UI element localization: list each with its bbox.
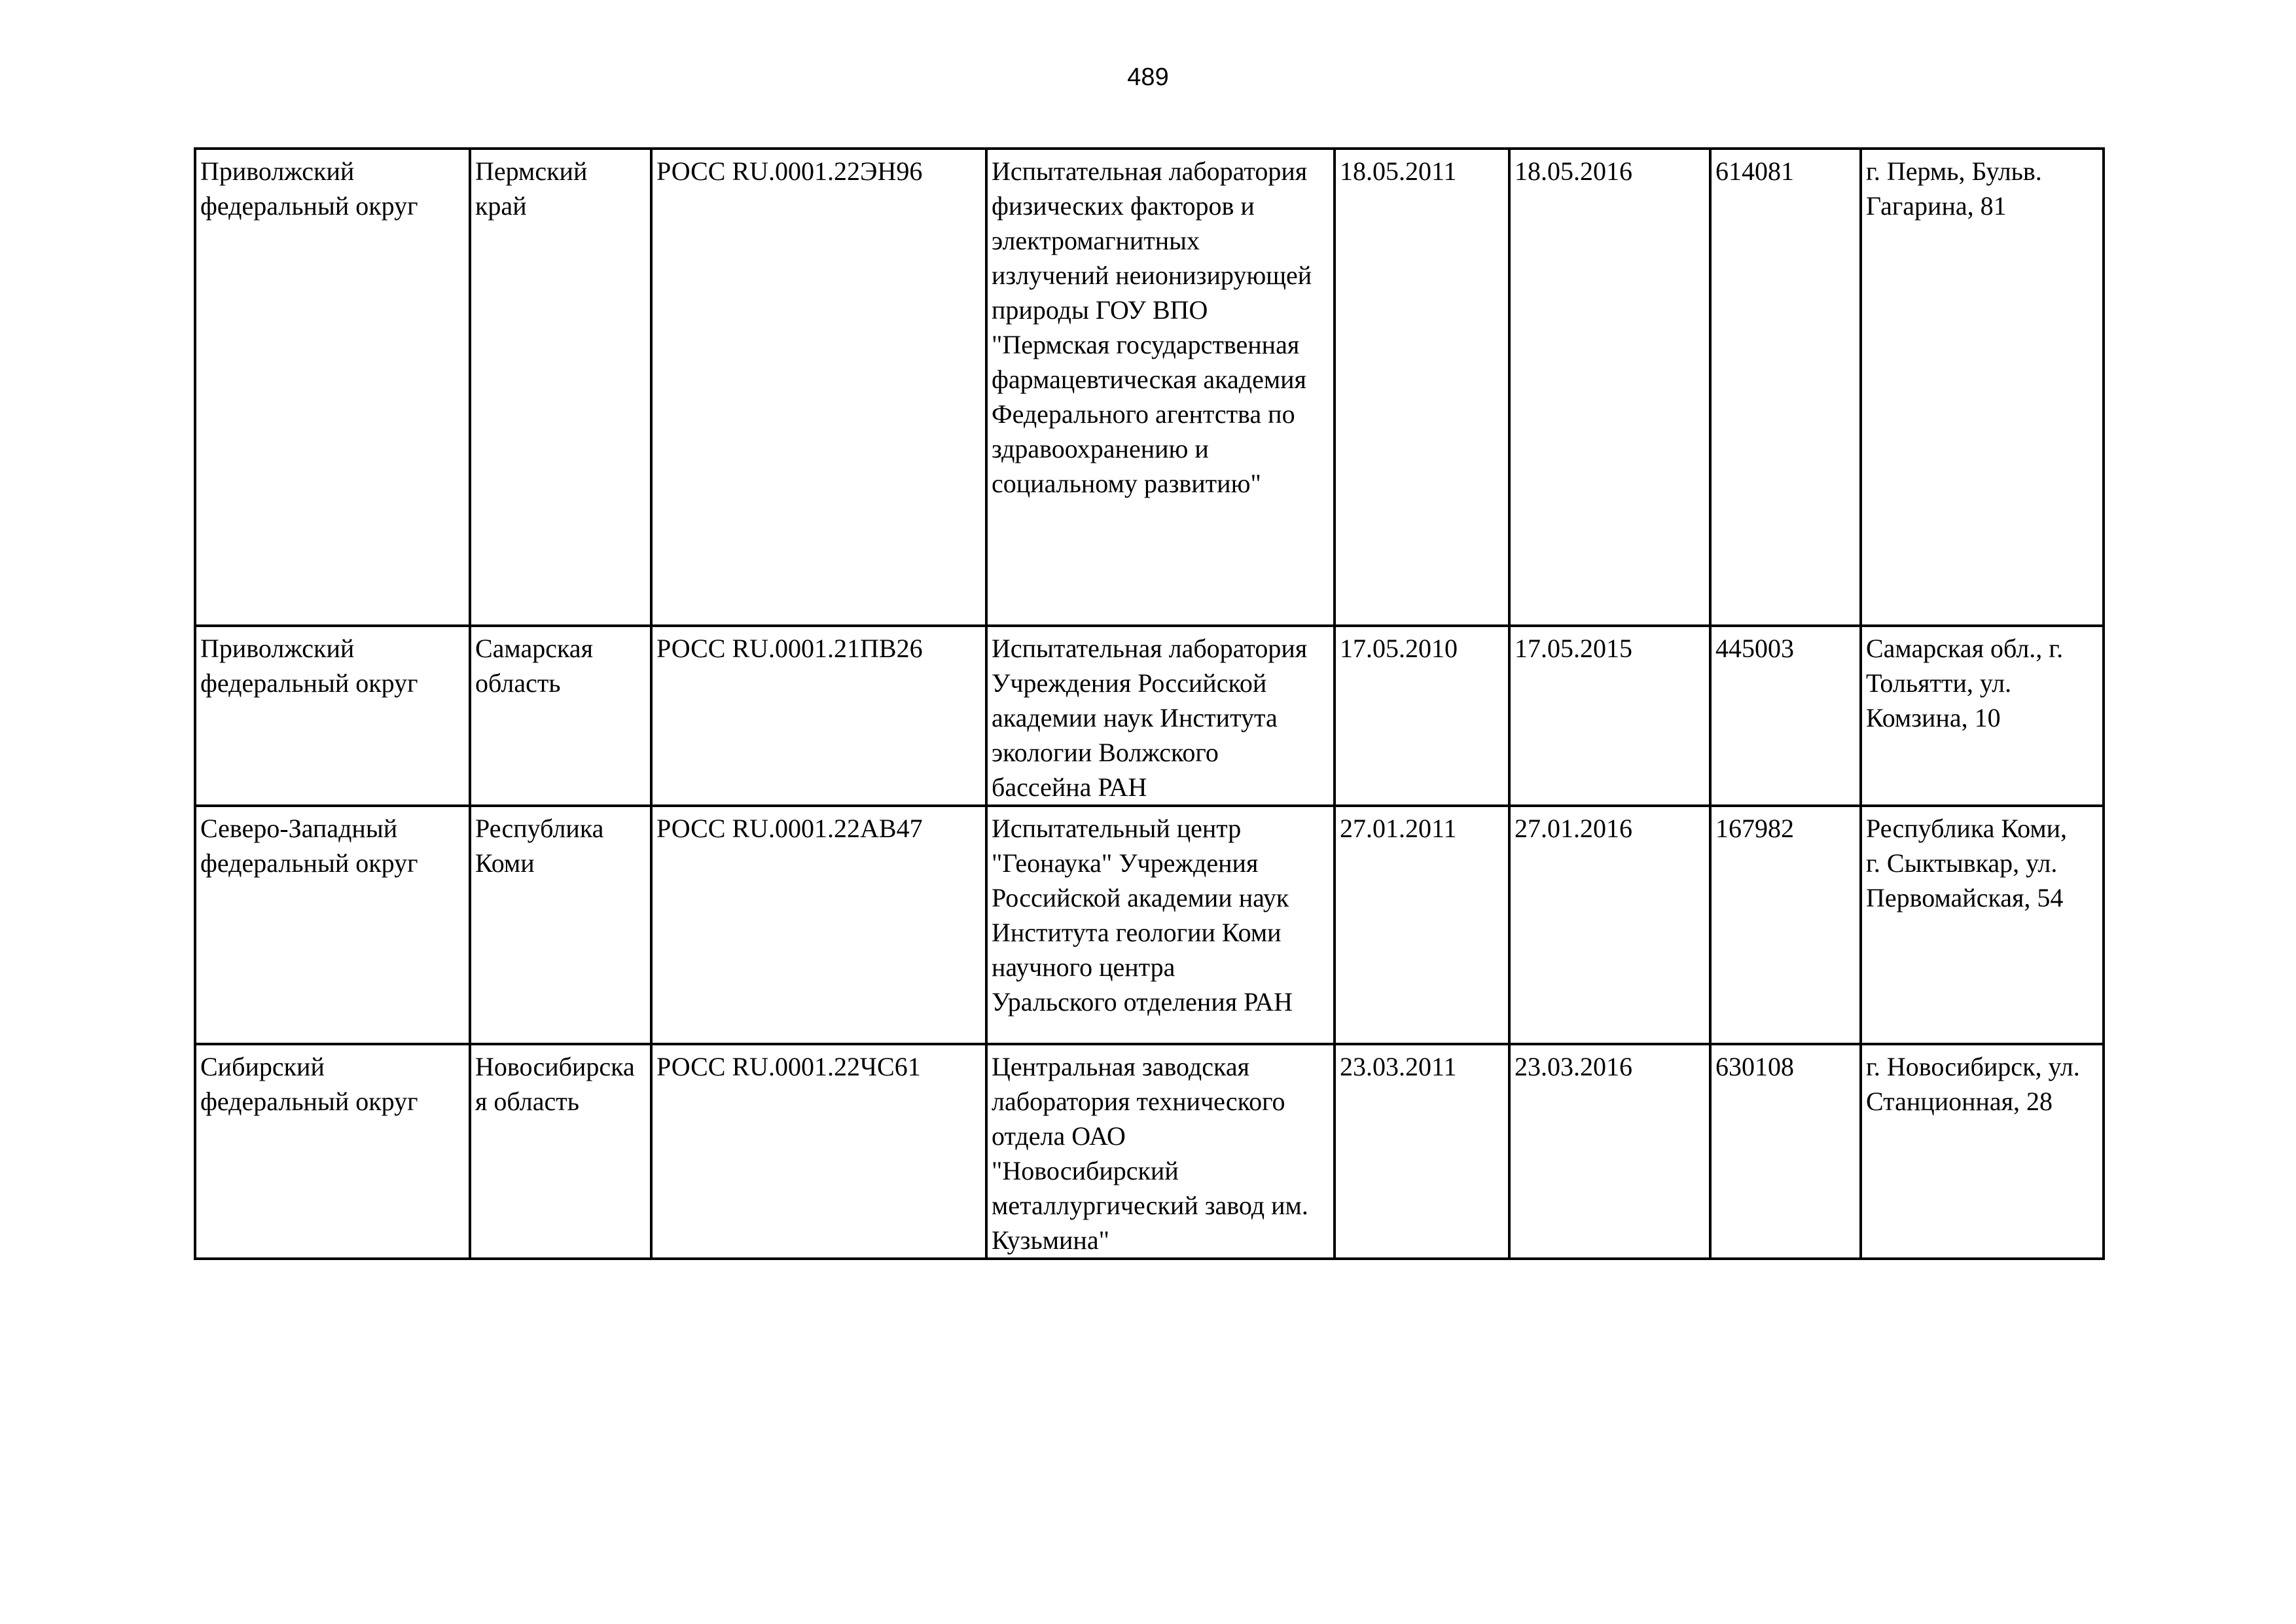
- address-cell: Республика Коми, г. Сыктывкар, ул. Первомайская, 54: [1861, 806, 2104, 1044]
- organization-cell: Центральная заводская лаборатория технического отдела ОАО "Новосибирский металлургический завод им. Кузьмина": [986, 1044, 1335, 1259]
- district-cell: Сибирский федеральный округ: [195, 1044, 470, 1259]
- accreditation-table: [194, 147, 2105, 1260]
- district-cell: Приволжский федеральный округ: [195, 626, 470, 806]
- date-from-cell: 27.01.2011: [1335, 806, 1509, 1044]
- date-from-cell: 18.05.2011: [1335, 149, 1509, 626]
- organization-cell: Испытательный центр "Геонаука" Учреждения Российской академии наук Института геологии Коми научного центра Уральского отделения РАН: [986, 806, 1335, 1044]
- date-from-cell: 23.03.2011: [1335, 1044, 1509, 1259]
- page-number: 489: [1127, 63, 1169, 91]
- certificate-cell: РОСС RU.0001.22АВ47: [651, 806, 986, 1044]
- organization-cell: Испытательная лаборатория Учреждения Российской академии наук Института экологии Волжского бассейна РАН: [986, 626, 1335, 806]
- postcode-cell: 167982: [1710, 806, 1861, 1044]
- certificate-cell: РОСС RU.0001.21ПВ26: [651, 626, 986, 806]
- table-row: [195, 149, 2104, 626]
- date-to-cell: 17.05.2015: [1509, 626, 1710, 806]
- district-cell: Приволжский федеральный округ: [195, 149, 470, 626]
- date-to-cell: 18.05.2016: [1509, 149, 1710, 626]
- postcode-cell: 614081: [1710, 149, 1861, 626]
- address-cell: г. Новосибирск, ул. Станционная, 28: [1861, 1044, 2104, 1259]
- postcode-cell: 630108: [1710, 1044, 1861, 1259]
- district-cell: Северо-Западный федеральный округ: [195, 806, 470, 1044]
- table-row: [195, 626, 2104, 806]
- organization-cell: Испытательная лаборатория физических факторов и электромагнитных излучений неионизирующей природы ГОУ ВПО "Пермская государственная фармацевтическая академия Федерального агентства по здравоохранению и социальному развитию": [986, 149, 1335, 626]
- date-to-cell: 27.01.2016: [1509, 806, 1710, 1044]
- address-cell: Самарская обл., г. Тольятти, ул. Комзина, 10: [1861, 626, 2104, 806]
- postcode-cell: 445003: [1710, 626, 1861, 806]
- region-cell: Республика Коми: [470, 806, 651, 1044]
- region-cell: Самарская область: [470, 626, 651, 806]
- date-to-cell: 23.03.2016: [1509, 1044, 1710, 1259]
- date-from-cell: 17.05.2010: [1335, 626, 1509, 806]
- address-cell: г. Пермь, Бульв. Гагарина, 81: [1861, 149, 2104, 626]
- region-cell: Новосибирска я область: [470, 1044, 651, 1259]
- certificate-cell: РОСС RU.0001.22ЧС61: [651, 1044, 986, 1259]
- region-cell: Пермский край: [470, 149, 651, 626]
- table-row: [195, 806, 2104, 1044]
- certificate-cell: РОСС RU.0001.22ЭН96: [651, 149, 986, 626]
- table-row: [195, 1044, 2104, 1259]
